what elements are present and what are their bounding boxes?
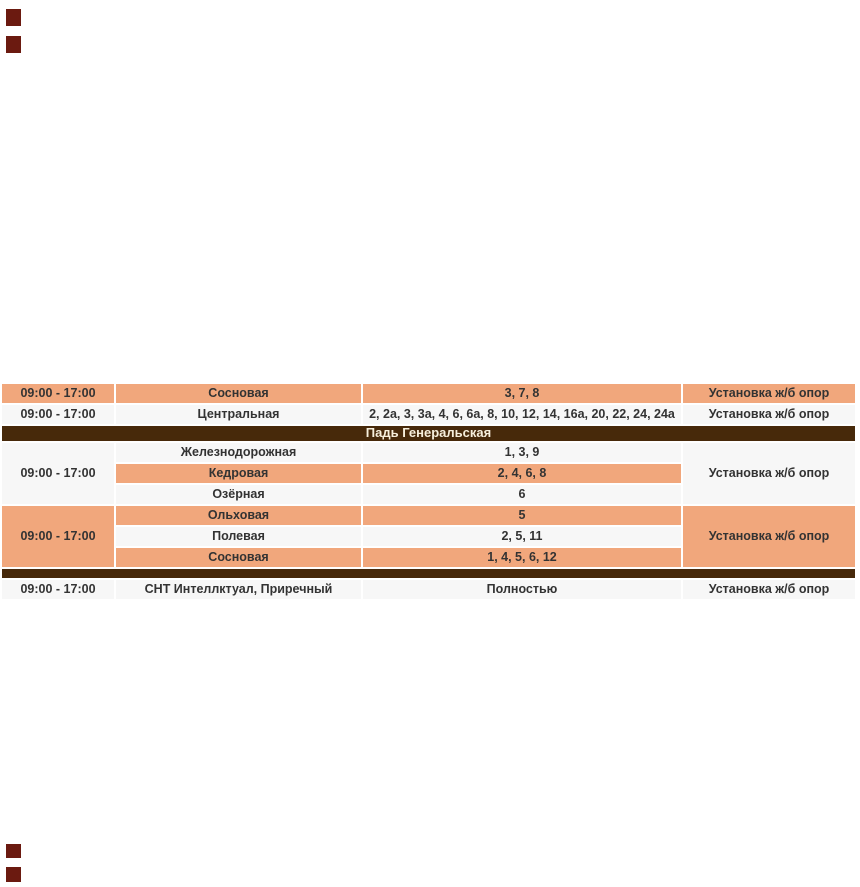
work-type-cell: Установка ж/б опор (683, 405, 855, 424)
houses-cell: 2, 5, 11 (363, 527, 681, 546)
street-cell: Центральная (116, 405, 361, 424)
street-cell: Железнодорожная (116, 443, 361, 462)
work-type-cell: Установка ж/б опор (683, 384, 855, 403)
street-cell: Сосновая (116, 384, 361, 403)
work-type-cell: Установка ж/б опор (683, 580, 855, 599)
separator-bar (2, 569, 855, 578)
street-cell: Озёрная (116, 485, 361, 504)
corner-marker-icon (6, 36, 21, 53)
work-type-cell: Установка ж/б опор (683, 506, 855, 567)
time-cell: 09:00 - 17:00 (2, 443, 114, 504)
table-row (2, 580, 855, 599)
houses-cell: 2, 4, 6, 8 (363, 464, 681, 483)
time-cell: 09:00 - 17:00 (2, 405, 114, 424)
table-row (2, 506, 855, 525)
street-cell: Сосновая (116, 548, 361, 567)
street-cell: СНТ Интеллктуал, Приречный (116, 580, 361, 599)
section-separator-row (2, 569, 855, 578)
table-row (2, 405, 855, 424)
corner-marker-icon (6, 9, 21, 26)
street-cell: Полевая (116, 527, 361, 546)
outage-schedule-table-wrap (0, 382, 857, 601)
houses-cell: 3, 7, 8 (363, 384, 681, 403)
houses-cell: 6 (363, 485, 681, 504)
work-type-cell: Установка ж/б опор (683, 443, 855, 504)
table-row (2, 384, 855, 403)
table-row (2, 443, 855, 462)
section-header-row (2, 426, 855, 441)
corner-marker-icon (6, 844, 21, 858)
houses-cell: 5 (363, 506, 681, 525)
street-cell: Кедровая (116, 464, 361, 483)
section-header: Падь Генеральская (2, 426, 855, 441)
time-cell: 09:00 - 17:00 (2, 384, 114, 403)
houses-cell: 1, 4, 5, 6, 12 (363, 548, 681, 567)
outage-schedule-table (0, 382, 857, 601)
time-cell: 09:00 - 17:00 (2, 506, 114, 567)
houses-cell: 2, 2а, 3, 3а, 4, 6, 6а, 8, 10, 12, 14, 16а, 20, 22, 24, 24а (363, 405, 681, 424)
time-cell: 09:00 - 17:00 (2, 580, 114, 599)
houses-cell: 1, 3, 9 (363, 443, 681, 462)
street-cell: Ольховая (116, 506, 361, 525)
houses-cell: Полностью (363, 580, 681, 599)
corner-marker-icon (6, 867, 21, 882)
